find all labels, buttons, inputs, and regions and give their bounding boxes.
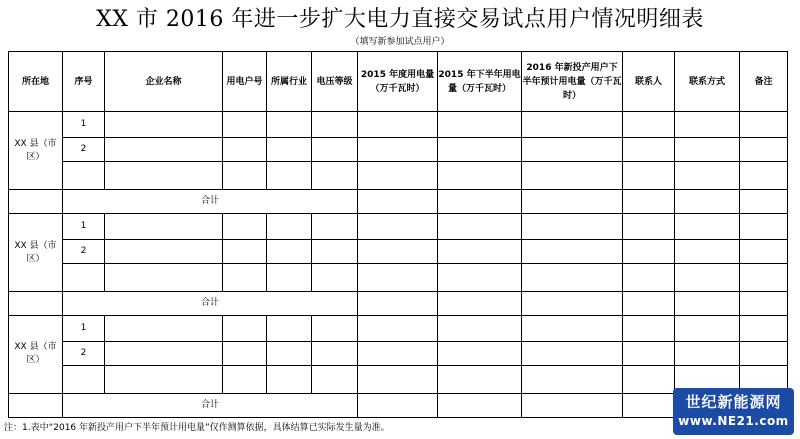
table-row xyxy=(9,214,788,240)
newuser-total-cell xyxy=(522,292,623,316)
region-blank-cell xyxy=(9,292,63,316)
document-subtitle: （填写新参加试点用户） xyxy=(350,37,450,47)
table-row xyxy=(9,162,788,190)
company-cell xyxy=(105,162,223,190)
company-cell xyxy=(105,342,223,366)
detail-table xyxy=(8,51,788,418)
header-seq: 序号 xyxy=(63,52,105,112)
newuser-cell xyxy=(522,264,623,292)
total-row xyxy=(9,190,788,214)
industry-cell xyxy=(267,162,312,190)
newuser-cell xyxy=(522,162,623,190)
header-voltage: 电压等级 xyxy=(312,52,358,112)
newuser-cell xyxy=(522,316,623,342)
annual-total-cell xyxy=(358,190,438,214)
company-cell xyxy=(105,365,223,393)
contact-cell xyxy=(623,342,675,366)
contact-cell xyxy=(623,162,675,190)
seq-cell xyxy=(63,162,105,190)
newuser-cell xyxy=(522,342,623,366)
account-cell xyxy=(223,138,267,162)
h2-total-cell xyxy=(438,292,522,316)
voltage-cell xyxy=(312,138,358,162)
phone-cell xyxy=(675,214,740,240)
watermark-name: 世纪新能源网 xyxy=(685,393,782,411)
remark-cell xyxy=(740,214,788,240)
industry-cell xyxy=(267,138,312,162)
phone-cell xyxy=(675,138,740,162)
h2-cell xyxy=(438,240,522,264)
company-cell xyxy=(105,316,223,342)
table-row xyxy=(9,316,788,342)
industry-cell xyxy=(267,264,312,292)
document-title: XX 市 2016 年进一步扩大电力直接交易试点用户情况明细表 xyxy=(96,7,704,32)
annual-cell xyxy=(358,138,438,162)
header-row xyxy=(9,52,788,112)
annual-cell xyxy=(358,112,438,138)
phone-cell xyxy=(675,112,740,138)
total-row xyxy=(9,292,788,316)
account-cell xyxy=(223,240,267,264)
seq-cell: 2 xyxy=(63,138,105,162)
header-remark: 备注 xyxy=(740,52,788,112)
seq-cell: 1 xyxy=(63,112,105,138)
annual-cell xyxy=(358,342,438,366)
contact-cell xyxy=(623,292,675,316)
contact-cell xyxy=(623,112,675,138)
seq-cell: 1 xyxy=(63,316,105,342)
h2-total-cell xyxy=(438,393,522,417)
phone-cell xyxy=(675,342,740,366)
h2-cell xyxy=(438,112,522,138)
company-cell xyxy=(105,138,223,162)
newuser-total-cell xyxy=(522,393,623,417)
annual-cell xyxy=(358,264,438,292)
voltage-cell xyxy=(312,342,358,366)
annual-cell xyxy=(358,240,438,264)
phone-cell xyxy=(675,316,740,342)
header-company: 企业名称 xyxy=(105,52,223,112)
remark-cell xyxy=(740,264,788,292)
annual-cell xyxy=(358,162,438,190)
header-newuser-2016: 2016 年新投产用户下半年预计用电量（万千瓦时） xyxy=(522,52,623,112)
h2-cell xyxy=(438,138,522,162)
contact-cell xyxy=(623,365,675,393)
contact-cell xyxy=(623,190,675,214)
remark-cell xyxy=(740,112,788,138)
newuser-total-cell xyxy=(522,190,623,214)
header-phone: 联系方式 xyxy=(675,52,740,112)
header-account: 用电户号 xyxy=(223,52,267,112)
table-row xyxy=(9,365,788,393)
annual-cell xyxy=(358,214,438,240)
h2-cell xyxy=(438,316,522,342)
total-label: 合计 xyxy=(63,190,358,214)
remark-cell xyxy=(740,190,788,214)
newuser-cell xyxy=(522,138,623,162)
voltage-cell xyxy=(312,112,358,138)
seq-cell xyxy=(63,264,105,292)
annual-cell xyxy=(358,365,438,393)
remark-cell xyxy=(740,138,788,162)
h2-cell xyxy=(438,264,522,292)
total-label: 合计 xyxy=(63,393,358,417)
table-row xyxy=(9,138,788,162)
header-location: 所在地 xyxy=(9,52,63,112)
table-row xyxy=(9,264,788,292)
remark-cell xyxy=(740,342,788,366)
account-cell xyxy=(223,162,267,190)
phone-cell xyxy=(675,292,740,316)
industry-cell xyxy=(267,214,312,240)
phone-cell xyxy=(675,240,740,264)
voltage-cell xyxy=(312,214,358,240)
total-row xyxy=(9,393,788,417)
region-blank-cell xyxy=(9,190,63,214)
region-cell: XX 县（市区） xyxy=(9,214,63,292)
newuser-cell xyxy=(522,365,623,393)
industry-cell xyxy=(267,112,312,138)
account-cell xyxy=(223,316,267,342)
h2-total-cell xyxy=(438,190,522,214)
voltage-cell xyxy=(312,162,358,190)
h2-cell xyxy=(438,365,522,393)
newuser-cell xyxy=(522,112,623,138)
phone-cell xyxy=(675,264,740,292)
seq-cell xyxy=(63,365,105,393)
region-cell: XX 县（市区） xyxy=(9,112,63,190)
company-cell xyxy=(105,112,223,138)
contact-cell xyxy=(623,138,675,162)
company-cell xyxy=(105,240,223,264)
contact-cell xyxy=(623,240,675,264)
footnote: 注：1.表中“2016 年新投产用户下半年预计用电量”仅作测算依据，具体结算已实际发生量为准。 xyxy=(4,423,390,433)
account-cell xyxy=(223,365,267,393)
total-label: 合计 xyxy=(63,292,358,316)
phone-cell xyxy=(675,162,740,190)
industry-cell xyxy=(267,316,312,342)
header-contact: 联系人 xyxy=(623,52,675,112)
account-cell xyxy=(223,342,267,366)
contact-cell xyxy=(623,264,675,292)
table-row xyxy=(9,112,788,138)
remark-cell xyxy=(740,316,788,342)
region-blank-cell xyxy=(9,393,63,417)
contact-cell xyxy=(623,316,675,342)
header-industry: 所属行业 xyxy=(267,52,312,112)
phone-cell xyxy=(675,190,740,214)
contact-cell xyxy=(623,214,675,240)
header-h2-2015: 2015 年下半年用电量（万千瓦时） xyxy=(438,52,522,112)
voltage-cell xyxy=(312,264,358,292)
voltage-cell xyxy=(312,240,358,264)
voltage-cell xyxy=(312,365,358,393)
header-annual-2015: 2015 年度用电量（万千瓦时） xyxy=(358,52,438,112)
newuser-cell xyxy=(522,214,623,240)
h2-cell xyxy=(438,162,522,190)
account-cell xyxy=(223,112,267,138)
seq-cell: 2 xyxy=(63,342,105,366)
company-cell xyxy=(105,264,223,292)
table-row xyxy=(9,342,788,366)
industry-cell xyxy=(267,365,312,393)
h2-cell xyxy=(438,214,522,240)
seq-cell: 1 xyxy=(63,214,105,240)
table-row xyxy=(9,240,788,264)
company-cell xyxy=(105,214,223,240)
watermark-logo xyxy=(673,388,794,435)
remark-cell xyxy=(740,292,788,316)
remark-cell xyxy=(740,162,788,190)
region-cell: XX 县（市区） xyxy=(9,316,63,394)
watermark-url: www.NE21.com xyxy=(678,414,789,428)
annual-cell xyxy=(358,316,438,342)
newuser-cell xyxy=(522,240,623,264)
seq-cell: 2 xyxy=(63,240,105,264)
account-cell xyxy=(223,264,267,292)
voltage-cell xyxy=(312,316,358,342)
remark-cell xyxy=(740,240,788,264)
industry-cell xyxy=(267,240,312,264)
contact-cell xyxy=(623,393,675,417)
industry-cell xyxy=(267,342,312,366)
account-cell xyxy=(223,214,267,240)
h2-cell xyxy=(438,342,522,366)
annual-total-cell xyxy=(358,393,438,417)
annual-total-cell xyxy=(358,292,438,316)
